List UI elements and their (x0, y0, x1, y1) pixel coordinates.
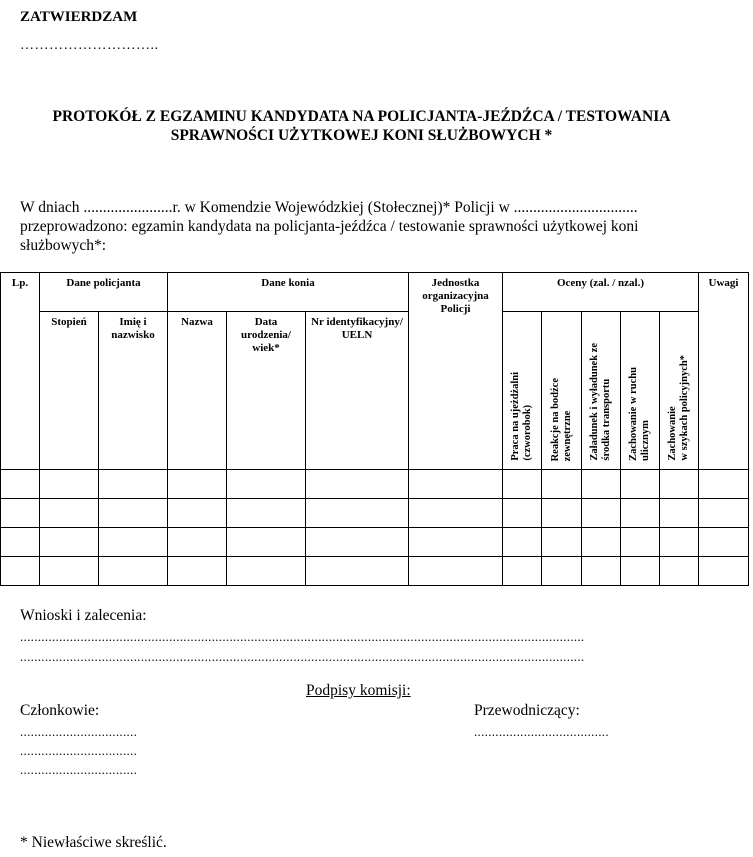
table-cell (503, 557, 542, 586)
exam-table (0, 272, 749, 586)
table-cell (40, 499, 99, 528)
intro-line-1: W dniach .......................r. w Komendzie Wojewódzkiej (Stołecznej)* Policji w ................................ (20, 199, 638, 216)
table-cell (168, 557, 227, 586)
table-cell (168, 470, 227, 499)
table-cell (409, 499, 503, 528)
members-label: Członkowie: (20, 702, 100, 719)
table-row (1, 557, 749, 586)
table-cell (621, 499, 660, 528)
grade-2-label: Reakcje na bodźce zewnętrzne (549, 377, 573, 461)
table-cell (660, 528, 699, 557)
document-title (0, 107, 723, 145)
table-cell (40, 470, 99, 499)
table-cell (542, 470, 582, 499)
table-cell (503, 470, 542, 499)
table-cell (306, 470, 409, 499)
table-cell (621, 557, 660, 586)
table-cell (699, 499, 749, 528)
table-row (1, 528, 749, 557)
table-cell (227, 557, 306, 586)
table-cell (409, 557, 503, 586)
table-cell (1, 557, 40, 586)
table-cell (227, 499, 306, 528)
table-cell (542, 557, 582, 586)
table-cell (660, 470, 699, 499)
intro-line-3: służbowych*: (20, 237, 107, 254)
conclusions-line-2: ............................................................................................................................................................... (20, 649, 585, 664)
col-name: Imię i nazwisko (99, 312, 168, 470)
conclusions-label: Wnioski i zalecenia: (20, 607, 147, 624)
table-cell (306, 528, 409, 557)
col-grade-2 (542, 312, 582, 470)
title-line-2: SPRAWNOŚCI UŻYTKOWEJ KONI SŁUŻBOWYCH * (170, 127, 553, 144)
table-cell (409, 470, 503, 499)
table-cell (227, 528, 306, 557)
grade-4-label: Zachowanie w ruchu ulicznym (628, 367, 651, 461)
col-lp: Lp. (1, 273, 40, 470)
member-signature-3: ................................. (20, 762, 138, 777)
grade-3-label: Załadunek i wyładunek ze środka transportu (589, 343, 612, 461)
table-row (1, 499, 749, 528)
intro-text (20, 198, 720, 255)
col-grade-1 (503, 312, 542, 470)
table-cell (699, 528, 749, 557)
grade-1-label: Praca na ujeżdżalni (czworobok) (510, 372, 533, 461)
table-cell (1, 499, 40, 528)
table-cell (306, 557, 409, 586)
footnote: * Niewłaściwe skreślić. (20, 834, 167, 851)
table-cell (660, 499, 699, 528)
signatures-heading: Podpisy komisji: (306, 682, 411, 699)
col-id: Nr identyfikacyjny/ UELN (306, 312, 409, 470)
table-cell (99, 557, 168, 586)
conclusions-line-1: ............................................................................................................................................................... (20, 629, 585, 644)
table-cell (699, 557, 749, 586)
table-cell (40, 557, 99, 586)
table-cell (40, 528, 99, 557)
approve-signature-line: ……………………….. (20, 38, 159, 53)
col-grade-4 (621, 312, 660, 470)
table-cell (621, 470, 660, 499)
table-cell (503, 528, 542, 557)
table-cell (1, 470, 40, 499)
col-officer-group: Dane policjanta (40, 273, 168, 312)
table-cell (306, 499, 409, 528)
intro-line-2: przeprowadzono: egzamin kandydata na policjanta-jeźdźca / testowanie sprawności użytkowej koni (20, 218, 639, 235)
col-horse-group: Dane konia (168, 273, 409, 312)
table-cell (582, 499, 621, 528)
approve-label: ZATWIERDZAM (20, 9, 138, 25)
chair-label: Przewodniczący: (474, 702, 580, 719)
table-cell (660, 557, 699, 586)
table-cell (582, 470, 621, 499)
table-cell (227, 470, 306, 499)
table-cell (542, 499, 582, 528)
col-grade-3 (582, 312, 621, 470)
chair-signature: ...................................... (474, 724, 609, 739)
member-signature-2: ................................. (20, 743, 138, 758)
table-cell (621, 528, 660, 557)
table-cell (582, 557, 621, 586)
col-rank: Stopień (40, 312, 99, 470)
col-birth: Data urodzenia/ wiek* (227, 312, 306, 470)
table-cell (542, 528, 582, 557)
table-cell (168, 499, 227, 528)
col-remarks: Uwagi (699, 273, 749, 470)
table-row (1, 470, 749, 499)
table-cell (99, 528, 168, 557)
table-cell (1, 528, 40, 557)
table-cell (99, 499, 168, 528)
table-cell (582, 528, 621, 557)
table-cell (409, 528, 503, 557)
table-cell (699, 470, 749, 499)
col-grades-group: Oceny (zal. / nzal.) (503, 273, 699, 312)
table-cell (168, 528, 227, 557)
grade-5-label: Zachowanie w szykach policyjnych* (667, 355, 690, 461)
member-signature-1: ................................. (20, 724, 138, 739)
table-cell (99, 470, 168, 499)
table-cell (503, 499, 542, 528)
title-line-1: PROTOKÓŁ Z EGZAMINU KANDYDATA NA POLICJANTA-JEŹDŹCA / TESTOWANIA (52, 108, 671, 125)
col-unit: Jednostka organizacyjna Policji (409, 273, 503, 470)
col-horse-name: Nazwa (168, 312, 227, 470)
col-grade-5 (660, 312, 699, 470)
